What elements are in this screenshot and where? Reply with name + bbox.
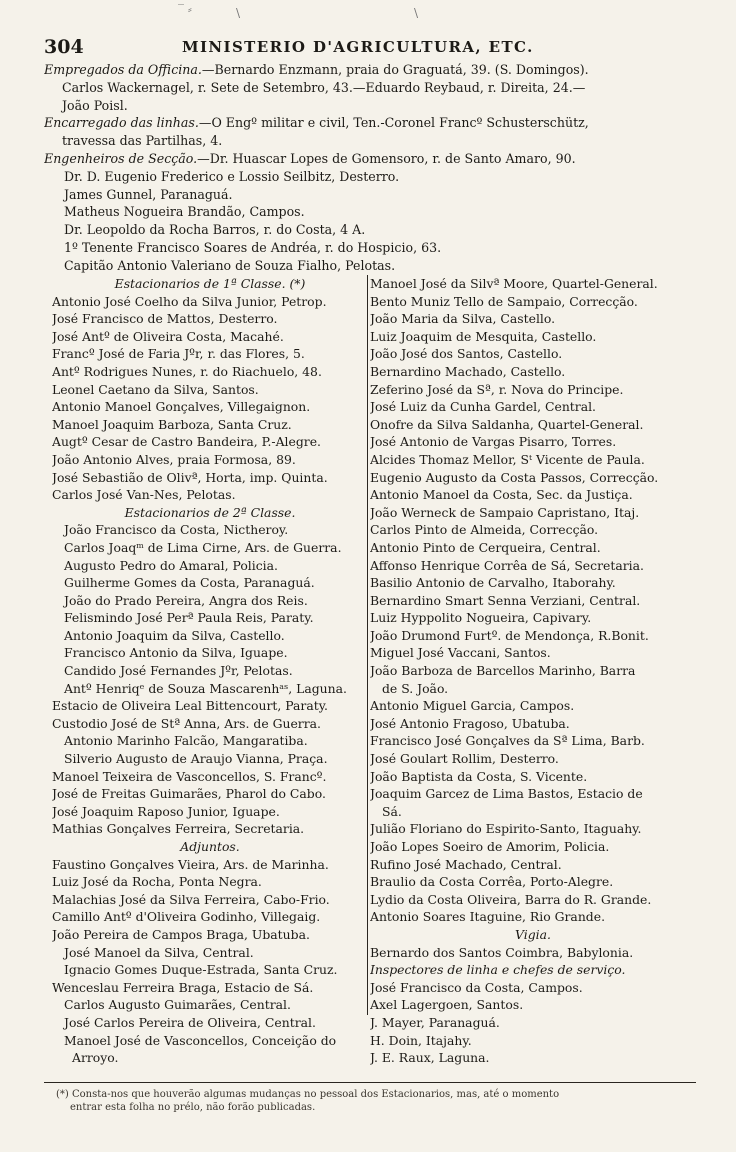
stations-two-column-list [52,275,696,1066]
intro-line [44,239,694,257]
list-item: Antº Rodrigues Nunes, r. do Riachuelo, 48. [52,363,322,379]
list-item: Basilio Antonio de Carvalho, Itaborahy. [370,575,616,591]
list-item: Carlos José Van-Nes, Pelotas. [52,487,236,503]
footnote-line: (*) Consta-nos que houverão algumas mudanças no pessoal dos Estacionarios, mas, até o momento [56,1089,560,1100]
left-column [52,275,368,1067]
list-item: Wenceslau Ferreira Braga, Estacio de Sá. [52,979,314,995]
section-heading: Inspectores de linha e chefes de serviço. [370,962,626,978]
list-item: João José dos Santos, Castello. [370,346,563,362]
list-item: João Francisco da Costa, Nictheroy. [64,522,289,538]
section-heading: Adjuntos. [180,839,240,854]
list-item: José Carlos Pereira de Oliveira, Central. [64,1014,316,1030]
list-item: Joaquim Garcez de Lima Bastos, Estacio de [370,786,643,802]
list-item: José Manoel da Silva, Central. [64,944,254,960]
intro-line [44,257,694,275]
intro-line [44,114,694,132]
list-item: Felismindo José Perª Paula Reis, Paraty. [64,610,314,626]
list-item: João Barboza de Barcellos Marinho, Barra [370,663,636,679]
section-heading: Estacionarios de 2ª Classe. [124,504,296,520]
section-heading: Estacionarios de 1ª Classe. (*) [114,276,306,291]
page-header [44,36,694,58]
list-item: João Pereira de Campos Braga, Ubatuba. [52,926,310,942]
list-item: José Luiz da Cunha Gardel, Central. [370,399,596,415]
staff-intro-paragraphs [44,61,694,275]
list-item: Onofre da Silva Saldanha, Quartel-General. [370,416,644,432]
list-item: Bento Muniz Tello de Sampaio, Correcção. [370,293,638,309]
list-item: Estacio de Oliveira Leal Bittencourt, Paraty. [52,698,328,714]
list-item: Manoel Joaquim Barboza, Santa Cruz. [52,416,292,432]
list-item: Manoel José da Silvª Moore, Quartel-General. [370,276,658,291]
list-item: Augusto Pedro do Amaral, Policia. [64,557,278,573]
section-label: Engenheiros de Secção. [44,150,198,166]
list-item: Antonio Joaquim da Silva, Castello. [64,627,285,643]
list-item: Julião Floriano do Espirito-Santo, Itaguahy. [370,821,642,837]
intro-text: Carlos Wackernagel, r. Sete de Setembro, 43.—Eduardo Reybaud, r. Direita, 24.— [62,79,586,95]
page-number: 304 [44,36,84,58]
list-item: José Sebastião de Olivª, Horta, imp. Quinta. [52,469,328,485]
list-item: João Maria da Silva, Castello. [370,311,556,327]
list-item: Miguel José Vaccani, Santos. [370,645,551,661]
list-item: Luiz José da Rocha, Ponta Negra. [52,874,262,890]
intro-text: João Poisl. [62,97,128,113]
list-item: Augtº Cesar de Castro Bandeira, P.-Alegre. [52,434,321,450]
list-item: João Antonio Alves, praia Formosa, 89. [52,451,296,467]
list-item: Carlos Augusto Guimarães, Central. [64,997,291,1013]
list-item: José Antº de Oliveira Costa, Macahé. [52,328,284,344]
list-item: Camillo Antº d'Oliveira Godinho, Villegaig. [52,909,321,925]
list-item: João do Prado Pereira, Angra dos Reis. [64,592,308,608]
scan-artifact-mark: \ [236,6,241,20]
intro-line [44,168,694,186]
scan-artifact-mark: ‾ ⸗ [178,2,192,16]
list-item: Antº Henriqᵉ de Souza Mascarenhᵃˢ, Laguna. [64,680,347,696]
list-item: Alcides Thomaz Mellor, Sᵗ Vicente de Paula. [370,451,645,467]
list-item: Antonio Manoel da Costa, Sec. da Justiça. [370,487,633,503]
list-item: J. Mayer, Paranaguá. [370,1014,500,1030]
list-item: Eugenio Augusto da Costa Passos, Correcção. [370,469,659,485]
list-item: João Baptista da Costa, S. Vicente. [370,768,588,784]
list-item: Francº José de Faria Jºr, r. das Flores, 5. [52,346,305,362]
list-item: Leonel Caetano da Silva, Santos. [52,381,259,397]
list-item: Antonio Soares Itaguine, Rio Grande. [370,909,606,925]
list-item: Manoel Teixeira de Vasconcellos, S. Francº. [52,768,327,784]
list-item: Luiz Hyppolito Nogueira, Capivary. [370,610,592,626]
list-item: Arroyo. [72,1050,119,1066]
list-item: José Francisco de Mattos, Desterro. [52,311,278,327]
list-item: Carlos Pinto de Almeida, Correcção. [370,522,599,538]
intro-line [44,203,694,221]
intro-line [44,221,694,239]
list-item: Bernardo dos Santos Coimbra, Babylonia. [370,944,634,960]
intro-text: Matheus Nogueira Brandão, Campos. [64,204,305,220]
list-item: Candido José Fernandes Jºr, Pelotas. [64,663,293,679]
intro-text: —O Engº militar e civil, Ten.-Coronel Francº Schusterschütz, [198,115,589,131]
list-item: Guilherme Gomes da Costa, Paranaguá. [64,575,315,591]
list-item: Francisco Antonio da Silva, Iguape. [64,645,288,661]
list-item: Manoel José de Vasconcellos, Conceição do [64,1032,337,1048]
list-item: José Antonio Fragoso, Ubatuba. [370,715,570,731]
intro-text: —Bernardo Enzmann, praia do Graguatá, 39. (S. Domingos). [201,62,589,77]
running-head: MINISTERIO D'AGRICULTURA, ETC. [182,38,534,56]
footnote [56,1088,696,1114]
list-item: J. E. Raux, Laguna. [370,1050,490,1066]
list-item: Mathias Gonçalves Ferreira, Secretaria. [52,821,305,837]
list-item: Ignacio Gomes Duque-Estrada, Santa Cruz. [64,962,338,978]
section-label: Encarregado das linhas. [44,115,199,131]
list-item: Custodio José de Stª Anna, Ars. de Guerra. [52,715,321,731]
intro-line [44,150,694,168]
intro-line [44,61,694,79]
intro-line [44,186,694,204]
list-item: Braulio da Costa Corrêa, Porto-Alegre. [370,874,614,890]
footnote-line: entrar esta folha no prélo, não forão publicadas. [70,1102,316,1113]
list-item: Antonio Manoel Gonçalves, Villegaignon. [52,399,311,415]
list-item: João Drumond Furtº. de Mendonça, R.Bonit. [370,627,649,643]
list-item: Faustino Gonçalves Vieira, Ars. de Marinha. [52,856,329,872]
right-column [370,275,696,1067]
list-item: João Werneck de Sampaio Capristano, Itaj. [370,504,640,520]
list-item: Affonso Henrique Corrêa de Sá, Secretaria. [370,557,644,573]
list-item: Zeferino José da Sª, r. Nova do Principe. [370,381,624,397]
list-item: Luiz Joaquim de Mesquita, Castello. [370,328,597,344]
list-item: José Antonio de Vargas Pisarro, Torres. [370,434,617,450]
scan-artifact-mark: \ [414,6,419,20]
intro-text: Dr. Leopoldo da Rocha Barros, r. do Costa, 4 A. [64,222,366,238]
list-item: Bernardino Machado, Castello. [370,363,566,379]
list-item: José Joaquim Raposo Junior, Iguape. [52,803,280,819]
section-label: Empregados da Officina. [44,62,202,77]
list-item: Francisco José Gonçalves da Sª Lima, Barb. [370,733,645,749]
list-item: Antonio Pinto de Cerqueira, Central. [370,539,601,555]
intro-text: James Gunnel, Paranaguá. [64,186,233,202]
intro-text: —Dr. Huascar Lopes de Gomensoro, r. de Santo Amaro, 90. [197,150,576,166]
intro-text: travessa das Partilhas, 4. [62,133,223,149]
list-item: José Goulart Rollim, Desterro. [370,751,559,767]
intro-text: Dr. D. Eugenio Frederico e Lossio Seilbitz, Desterro. [64,168,400,184]
intro-line [44,97,694,115]
list-item: de S. João. [382,680,449,696]
section-heading: Vigia. [515,926,551,942]
list-item: Silverio Augusto de Araujo Vianna, Praça. [64,751,328,767]
list-item: João Lopes Soeiro de Amorim, Policia. [370,839,610,854]
list-item: Carlos Joaqᵐ de Lima Cirne, Ars. de Guerra. [64,539,342,555]
footnote-rule [44,1082,696,1083]
list-item: Antonio José Coelho da Silva Junior, Petrop. [52,293,327,309]
list-item: Axel Lagergoen, Santos. [370,997,524,1013]
intro-text: 1º Tenente Francisco Soares de Andréa, r. do Hospicio, 63. [64,239,442,255]
list-item: Rufino José Machado, Central. [370,856,562,872]
list-item: Bernardino Smart Senna Verziani, Central. [370,592,641,608]
intro-line [44,79,694,97]
list-item: José de Freitas Guimarães, Pharol do Cabo. [52,786,326,802]
list-item: Sá. [382,803,402,819]
list-item: Lydio da Costa Oliveira, Barra do R. Grande. [370,891,652,907]
intro-line [44,132,694,150]
list-item: Antonio Marinho Falcão, Mangaratiba. [64,733,308,749]
intro-text: Capitão Antonio Valeriano de Souza Fialho, Pelotas. [64,257,396,273]
list-item: Antonio Miguel Garcia, Campos. [370,698,575,714]
list-item: José Francisco da Costa, Campos. [370,979,583,995]
list-item: H. Doin, Itajahy. [370,1032,472,1048]
list-item: Malachias José da Silva Ferreira, Cabo-Frio. [52,891,330,907]
